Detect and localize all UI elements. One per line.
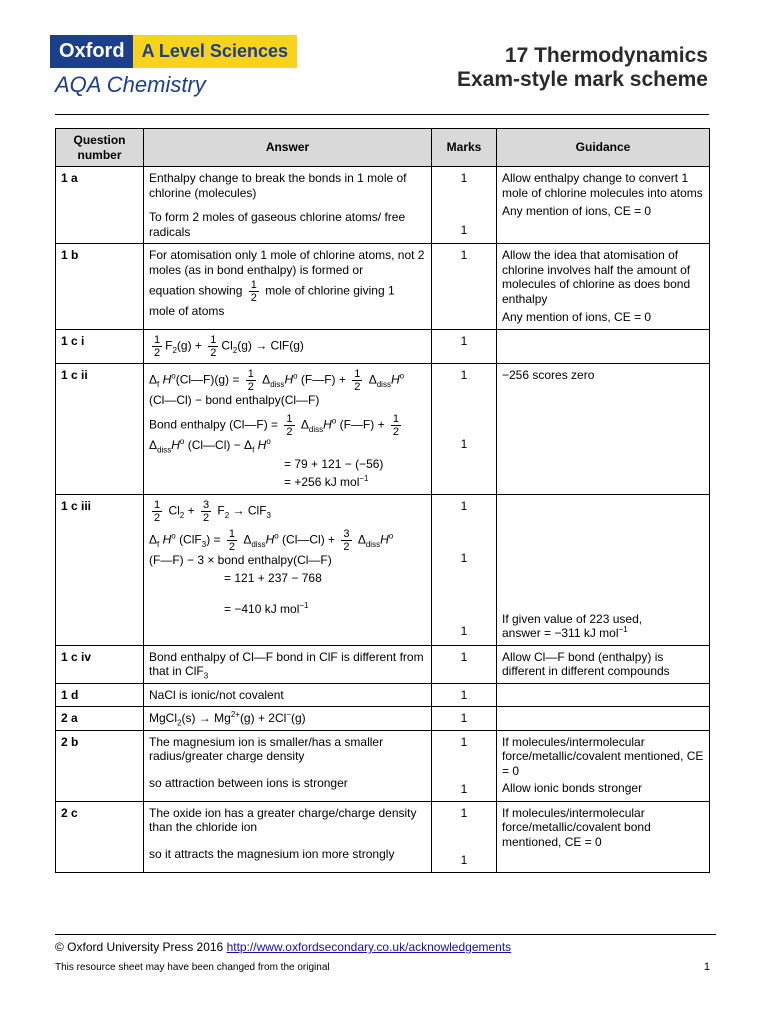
logo-series-text: A Level Sciences	[133, 35, 297, 68]
footer-copyright	[55, 940, 511, 954]
question-number: 1 c ii	[56, 363, 144, 494]
mark-value: 1	[460, 734, 468, 749]
guidance-cell	[497, 707, 710, 731]
mark-value: 1	[460, 222, 468, 237]
question-number: 2 b	[56, 730, 144, 801]
column-header-question: Question number	[56, 129, 144, 167]
guidance-text: Any mention of ions, CE = 0	[502, 310, 652, 324]
answer-text: To form 2 moles of gaseous chlorine atoms/ free radicals	[149, 210, 406, 239]
answer-text: (Cl—Cl) − bond enthalpy(Cl—F)	[149, 392, 320, 407]
mark-value: 1	[460, 248, 468, 262]
question-number: 2 c	[56, 801, 144, 872]
footer-disclaimer: This resource sheet may have been changed from the original	[55, 962, 330, 973]
answer-text: so it attracts the magnesium ion more strongly	[149, 846, 395, 861]
answer-text: Enthalpy change to break the bonds in 1 mole of chlorine (molecules)	[149, 171, 407, 200]
guidance-cell	[497, 244, 710, 330]
mark-value: 1	[460, 437, 468, 451]
mark-value: 1	[460, 782, 468, 796]
footer-divider	[55, 934, 716, 935]
answer-text: The magnesium ion is smaller/has a smaller radius/greater charge density	[149, 734, 384, 763]
guidance-text: Allow enthalpy change to convert 1 mole of chlorine molecules into atoms	[502, 171, 703, 200]
answer-cell: $\Delta_f$ $H^o(Cl—F)(g)$ = $\frac{1}{2}$ $\Delta_{diss}H^o$ (F—F) + $\frac{1}{2}$ $\Delta_{diss}H^o$ (Cl—Cl) − bond enthalpy(Cl—F) Bond enthalpy (Cl—F) = $\frac{1}{2}$ $\Delta_{diss}H^o$ (F—F) + $\frac{1}{2}$ $\Delta_{diss}H^o$ (Cl—Cl) − $\Delta_f$ $H^o$ = 79 + 121 − (−56) = +256 kJ mol$^{-1}$	[144, 363, 432, 494]
column-header-marks: Marks	[432, 129, 497, 167]
answer-text: The oxide ion has a greater charge/charge density than the chloride ion	[149, 805, 417, 834]
question-number: 1 c iv	[56, 645, 144, 683]
table-header-row	[56, 129, 710, 167]
answer-text: = 121 + 237 − 768	[224, 571, 322, 585]
question-number: 1 c iii	[56, 494, 144, 645]
guidance-cell	[497, 645, 710, 683]
guidance-cell: If given value of 223 used, answer = −311 kJ mol$^{-1}$	[497, 494, 710, 645]
marks-cell	[432, 329, 497, 363]
page-number: 1	[703, 961, 710, 973]
mark-value: 1	[432, 707, 497, 731]
chapter-title: 17 Thermodynamics	[504, 44, 708, 67]
question-number: 1 b	[56, 244, 144, 330]
answer-text: mole of chlorine giving 1	[265, 283, 395, 298]
table-row	[56, 363, 710, 494]
table-row	[56, 683, 710, 707]
question-number: 1 a	[56, 167, 144, 244]
guidance-text: Allow the idea that atomisation of chlorine involves half the amount of molecules of chlorine as does bond enthalpy	[502, 248, 691, 306]
guidance-text: If molecules/intermolecular force/metallic/covalent bond mentioned, CE = 0	[502, 805, 651, 849]
guidance-cell	[497, 683, 710, 707]
answer-cell: $\frac{1}{2}$ $F_2(g)$ + $\frac{1}{2}$ $Cl_2(g) \to ClF(g)$	[144, 329, 432, 363]
table-row	[56, 801, 710, 872]
marks-cell	[432, 801, 497, 872]
marks-cell	[432, 730, 497, 801]
answer-text: equation showing	[149, 283, 243, 298]
table-row	[56, 167, 710, 244]
answer-cell	[144, 244, 432, 330]
answer-cell	[144, 167, 432, 244]
table-row	[56, 707, 710, 731]
answer-text: For atomisation only 1 mole of chlorine atoms, not 2 moles (as in bond enthalpy) is formed or	[149, 248, 425, 277]
answer-text: (F—F) − 3 × bond enthalpy(Cl—F)	[149, 552, 332, 567]
copyright-text: © Oxford University Press 2016	[55, 940, 224, 954]
answer-text: = −410 kJ mol	[224, 601, 300, 616]
question-number: 2 a	[56, 707, 144, 731]
answer-cell	[144, 730, 432, 801]
guidance-text: If given value of 223 used,	[502, 611, 643, 626]
guidance-text: Allow Cl—F bond (enthalpy) is different in different compounds	[502, 649, 670, 678]
table-row	[56, 329, 710, 363]
guidance-cell	[497, 801, 710, 872]
answer-text: NaCl is ionic/not covalent	[144, 683, 432, 707]
mark-value: 1	[460, 623, 468, 638]
guidance-cell	[497, 363, 710, 494]
guidance-text: Allow ionic bonds stronger	[502, 781, 643, 795]
document-title: Exam-style mark scheme	[457, 68, 708, 91]
marks-cell	[432, 167, 497, 244]
mark-value: 1	[460, 649, 468, 664]
mark-value: 1	[460, 498, 468, 513]
question-number: 1 c i	[56, 329, 144, 363]
logo-oxford-text: Oxford	[50, 35, 133, 68]
column-header-answer: Answer	[144, 129, 432, 167]
guidance-cell	[497, 167, 710, 244]
answer-cell: $\frac{1}{2}$ $Cl_2$ + $\frac{3}{2}$ $F_2 \to ClF_3$ $\Delta_f$ $H^o$ (ClF$_3$) = $\frac{1}{2}$ $\Delta_{diss}H^o$ (Cl—Cl) + $\frac{3}{2}$ $\Delta_{diss}H^o$ (F—F) − 3 × bond enthalpy(Cl—F) = 121 + 237 − 768 = −410 kJ mol$^{-1}$	[144, 494, 432, 645]
fraction-half: $\frac{1}{2}$	[250, 279, 257, 304]
table-row	[56, 494, 710, 645]
marks-cell	[432, 244, 497, 330]
mark-scheme-table	[55, 128, 710, 873]
marks-cell	[432, 494, 497, 645]
table-row	[56, 645, 710, 683]
guidance-text: Any mention of ions, CE = 0	[502, 204, 652, 218]
answer-cell: MgCl$_2$(s) → $Mg^{2+}(g) + 2Cl^-(g)$	[144, 707, 432, 731]
guidance-cell	[497, 329, 710, 363]
marks-cell	[432, 363, 497, 494]
mark-value: 1	[460, 333, 468, 348]
guidance-cell	[497, 730, 710, 801]
answer-text: = 79 + 121 − (−56)	[284, 456, 384, 471]
column-header-guidance: Guidance	[497, 129, 710, 167]
answer-cell	[144, 801, 432, 872]
answer-text: mole of atoms	[149, 304, 225, 318]
mark-value: 1	[460, 551, 468, 565]
mark-value: 1	[460, 853, 468, 867]
guidance-text: If molecules/intermolecular force/metallic/covalent mentioned, CE = 0	[502, 734, 704, 778]
mark-value: 1	[460, 171, 468, 185]
table-row	[56, 244, 710, 330]
mark-value: 1	[432, 683, 497, 707]
answer-text: = +256 kJ mol	[284, 475, 360, 489]
marks-cell	[432, 645, 497, 683]
table-row	[56, 730, 710, 801]
guidance-text: −256 scores zero	[502, 367, 595, 382]
answer-text: so attraction between ions is stronger	[149, 775, 348, 790]
answer-cell: Bond enthalpy of Cl—F bond in ClF is different from that in ClF$_3$	[144, 645, 432, 683]
header-divider	[55, 114, 709, 115]
subject-title: AQA Chemistry	[55, 72, 206, 97]
acknowledgements-link[interactable]: http://www.oxfordsecondary.co.uk/acknowledgements	[226, 940, 512, 954]
answer-text: Bond enthalpy of Cl—F bond in ClF is different from that in ClF	[149, 649, 424, 678]
guidance-text: answer = −311 kJ mol	[502, 626, 619, 640]
mark-value: 1	[460, 805, 468, 820]
mark-value: 1	[460, 367, 468, 382]
oxford-logo	[50, 35, 297, 68]
question-number: 1 d	[56, 683, 144, 707]
